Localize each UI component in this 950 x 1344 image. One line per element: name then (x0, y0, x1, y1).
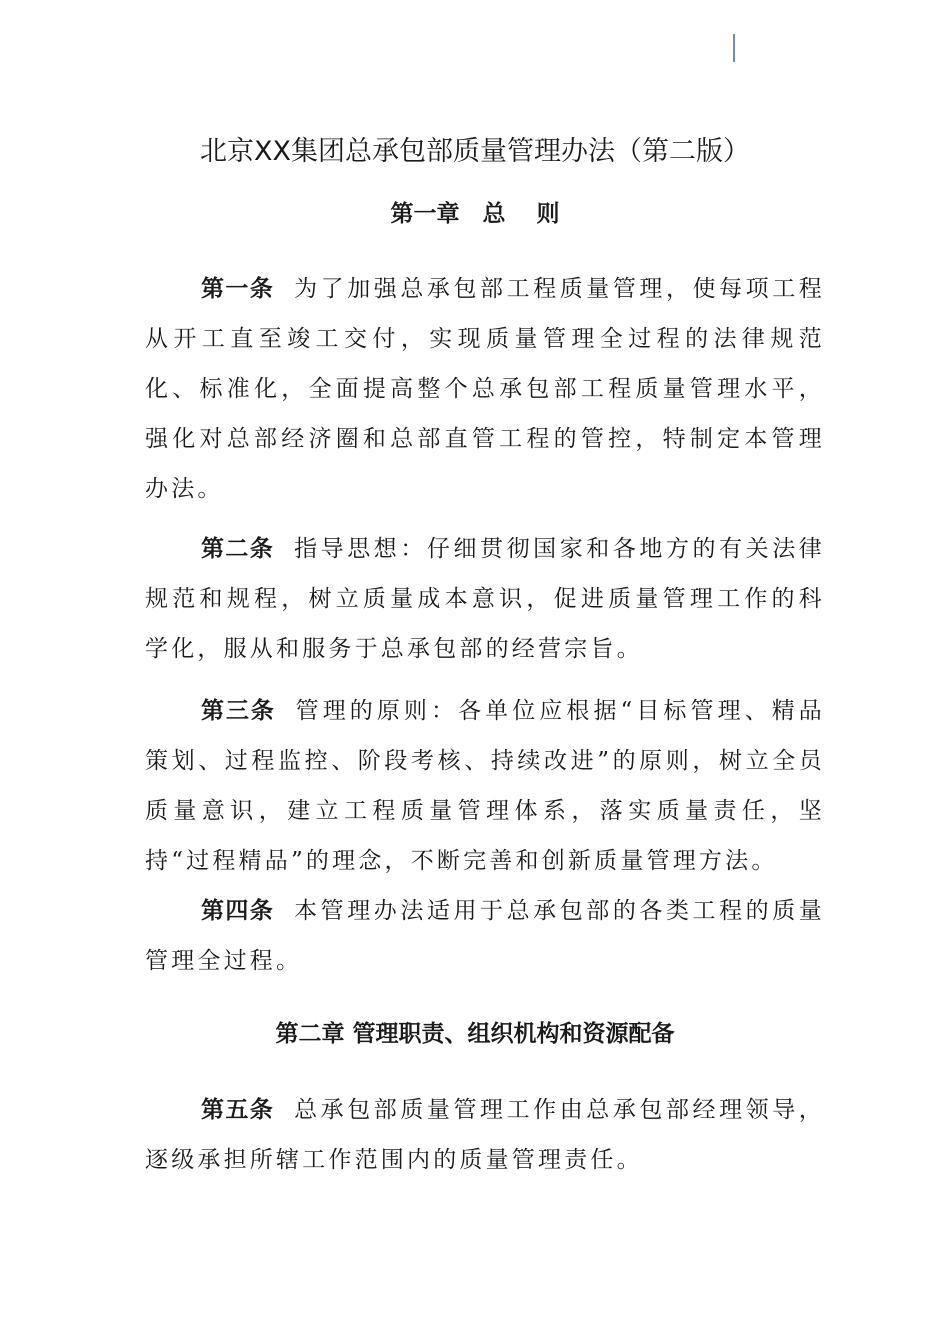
article-2-number: 第二条 (201, 535, 275, 562)
article-4 (145, 886, 825, 986)
chapter-1-heading: 第一章 总 则 (390, 200, 560, 227)
header-margin-mark (733, 34, 735, 62)
article-3-number: 第三条 (201, 697, 276, 724)
article-5-text: 总承包部质量管理工作由总承包部经理领导，逐级承担所辖工作范围内的质量管理责任。 (145, 1097, 826, 1173)
article-2-text: 指导思想：仔细贯彻国家和各地方的有关法律规范和规程，树立质量成本意识，促进质量管理工作的科学化，服从和服务于总承包部的经营宗旨。 (145, 536, 826, 662)
article-1 (145, 264, 825, 514)
article-2 (145, 524, 825, 674)
article-5 (145, 1085, 825, 1185)
article-3-text: 管理的原则：各单位应根据“目标管理、精品策划、过程监控、阶段考核、持续改进”的原则，树立全员质量意识，建立工程质量管理体系，落实质量责任，坚持“过程精品”的理念，不断完善和创新质量管理方法。 (145, 698, 825, 874)
article-1-text: 为了加强总承包部工程质量管理，使每项工程从开工直至竣工交付，实现质量管理全过程的法律规范化、标准化，全面提高整个总承包部工程质量管理水平，强化对总部经济圈和总部直管工程的管控，特制定本管理办法。 (145, 276, 826, 502)
article-4-text: 本管理办法适用于总承包部的各类工程的质量管理全过程。 (145, 898, 826, 974)
chapter-2-heading: 第二章 管理职责、组织机构和资源配备 (275, 1020, 675, 1047)
article-5-number: 第五条 (201, 1096, 275, 1123)
article-1-number: 第一条 (201, 275, 275, 302)
article-3 (145, 686, 825, 886)
document-title: 北京XX集团总承包部质量管理办法（第二版） (200, 136, 750, 167)
article-4-number: 第四条 (201, 897, 275, 924)
